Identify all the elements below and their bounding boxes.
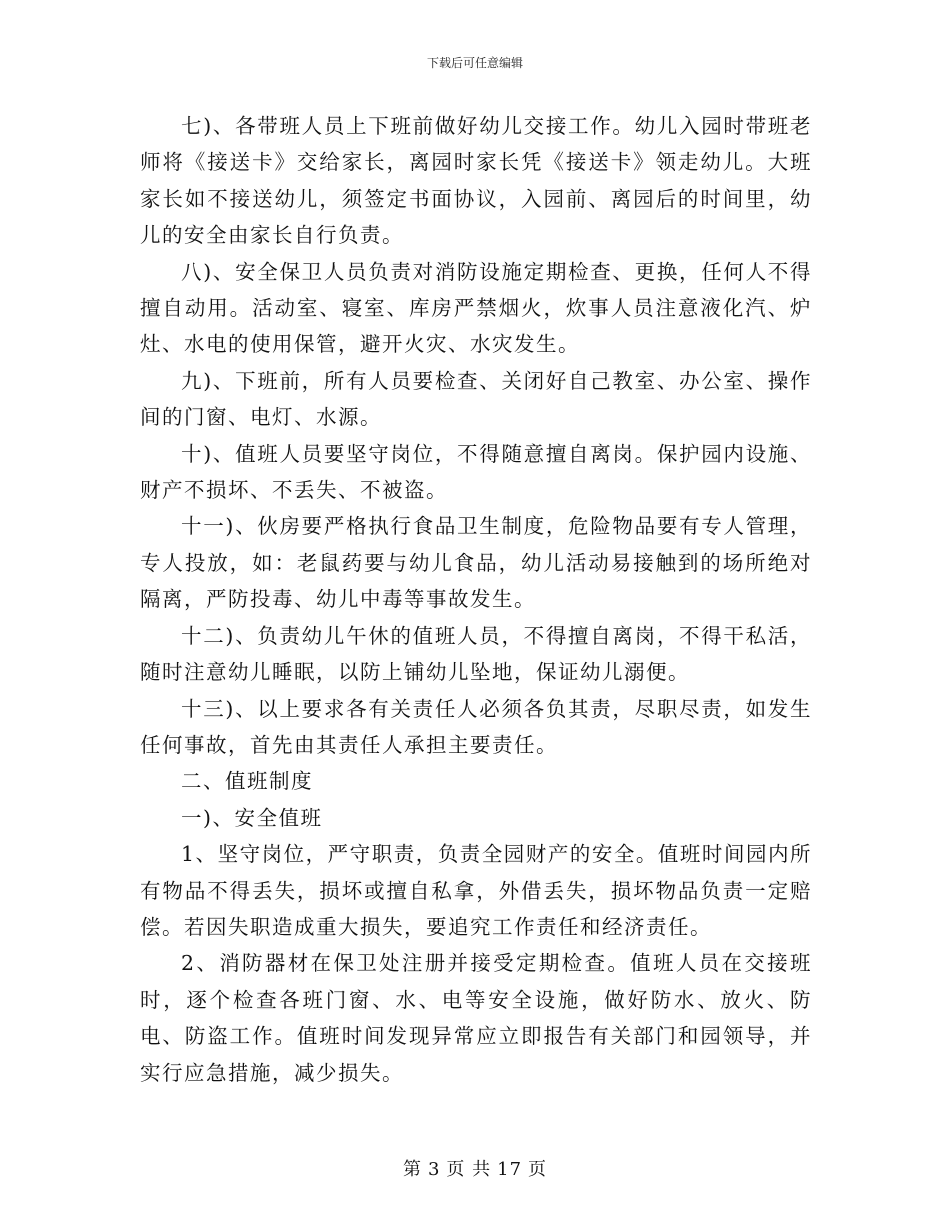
duty-item-2: 2、消防器材在保卫处注册并接受定期检查。值班人员在交接班时，逐个检查各班门窗、水、电等安全设施，做好防水、放火、防电、防盗工作。值班时间发现异常应立即报告有关部门和园领导，并实行应急措施，减少损失。 xyxy=(140,951,812,1085)
page-number-footer xyxy=(0,1155,950,1181)
page-header-note: 下载后可任意编辑 xyxy=(426,56,523,70)
paragraph-9: 九)、下班前，所有人员要检查、关闭好自己教室、办公室、操作间的门窗、电灯、水源。 xyxy=(140,368,812,430)
footer-middle: 页 共 xyxy=(446,1159,492,1180)
paragraph-12: 十二)、负责幼儿午休的值班人员，不得擅自离岗，不得干私活，随时注意幼儿睡眠，以防上铺幼儿坠地，保证幼儿溺便。 xyxy=(140,623,812,685)
footer-prefix: 第 xyxy=(402,1159,422,1180)
paragraph-11: 十一)、伙房要严格执行食品卫生制度，危险物品要有专人管理，专人投放，如：老鼠药要与幼儿食品，幼儿活动易接触到的场所绝对隔离，严防投毒、幼儿中毒等事故发生。 xyxy=(140,514,812,612)
current-page-number: 3 xyxy=(427,1159,441,1180)
paragraph-10: 十)、值班人员要坚守岗位，不得随意擅自离岗。保护园内设施、财产不损坏、不丢失、不被盗。 xyxy=(140,441,812,503)
total-pages-number: 17 xyxy=(497,1159,523,1180)
paragraph-7: 七)、各带班人员上下班前做好幼儿交接工作。幼儿入园时带班老师将《接送卡》交给家长，离园时家长凭《接送卡》领走幼儿。大班家长如不接送幼儿，须签定书面协议，入园前、离园后的时间里，幼儿的安全由家长自行负责。 xyxy=(140,114,812,248)
document-body xyxy=(140,108,812,1091)
subsection-heading-safety-duty: 一)、安全值班 xyxy=(181,805,323,830)
footer-suffix: 页 xyxy=(528,1159,548,1180)
paragraph-13: 十三)、以上要求各有关责任人必须各负其责，尽职尽责，如发生任何事故，首先由其责任人承担主要责任。 xyxy=(140,696,812,757)
duty-item-1: 1、坚守岗位，严守职责，负责全园财产的安全。值班时间园内所有物品不得丢失，损坏或擅自私拿，外借丢失，损坏物品负责一定赔偿。若因失职造成重大损失，要追究工作责任和经济责任。 xyxy=(140,842,812,939)
paragraph-8: 八)、安全保卫人员负责对消防设施定期检查、更换，任何人不得擅自动用。活动室、寝室、库房严禁烟火，炊事人员注意液化汽、炉灶、水电的使用保管，避开火灾、水灾发生。 xyxy=(140,259,812,357)
section-heading-duty-system: 二、值班制度 xyxy=(181,769,313,794)
